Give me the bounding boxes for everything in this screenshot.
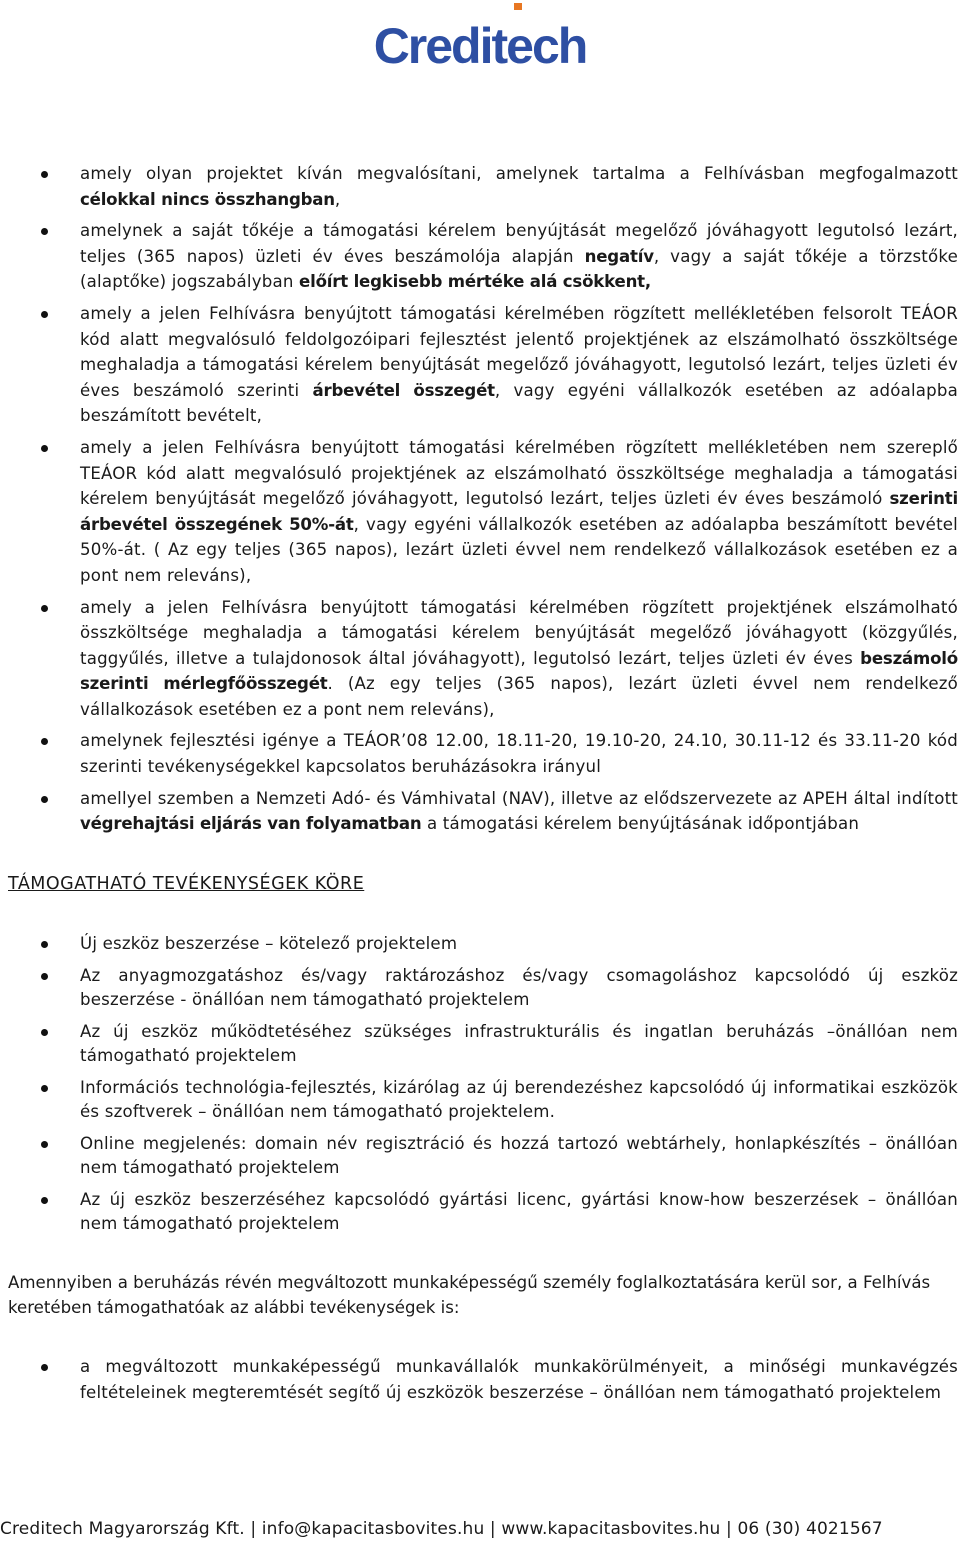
bullet-icon (41, 605, 48, 612)
eligible-activities-list (0, 932, 960, 1236)
list-item (0, 786, 960, 837)
creditech-logo (0, 0, 960, 70)
logo-graphic (350, 0, 610, 70)
bullet-icon (41, 941, 48, 948)
bullet-icon (41, 1141, 48, 1148)
list-item-text: Az új eszköz beszerzéséhez kapcsolódó gyártási licenc, gyártási know-how beszerzések – önállóan nem támogatható projektelem (80, 1190, 958, 1233)
list-item-text: Online megjelenés: domain név regisztráció és hozzá tartozó webtárhely, honlapkészítés – önállóan nem támogatható projektelem (80, 1134, 958, 1177)
list-item (0, 301, 960, 429)
bullet-icon (41, 973, 48, 980)
list-item-text: Új eszköz beszerzése – kötelező projektelem (80, 934, 458, 953)
bullet-icon (41, 228, 48, 235)
list-item-text: amellyel szemben a Nemzeti Adó- és Vámhivatal (NAV), illetve az elődszervezete az APEH által indított végrehajtási eljárás van folyamatban a támogatási kérelem benyújtásának időpontjában (80, 788, 958, 834)
bullet-icon (41, 171, 48, 178)
list-item (0, 1132, 960, 1180)
logo-text: Creditech (373, 18, 587, 70)
list-item-text: amelynek a saját tőkéje a támogatási kérelem benyújtását megelőző jóváhagyott legutolsó lezárt, teljes (365 napos) üzleti év éves beszámolója alapján negatív, vagy a saját tőkéje a törzstőke (alaptőke) jogszabályban előírt legkisebb mértéke alá csökkent, (80, 221, 958, 292)
list-item-text: amely a jelen Felhívásra benyújtott támogatási kérelmében rögzített projektjének elszámolható összköltsége meghaladja a támogatási kérelem benyújtását megelőző jóváhagyott (közgyűlés, taggyűlés, illetve a tulajdonosok által jóváhagyott), legutolsó lezárt, teljes üzleti év éves beszámoló szerinti mérlegfőösszegét. (Az egy teljes (365 napos), lezárt üzleti évvel nem rendelkező vállalkozások esetében ez a pont nem releváns), (80, 597, 959, 719)
list-item-text: Az új eszköz működtetéséhez szükséges infrastrukturális és ingatlan beruházás –önállóan nem támogatható projektelem (80, 1022, 958, 1065)
bullet-icon (41, 1197, 48, 1204)
section-heading: TÁMOGATHATÓ TEVÉKENYSÉGEK KÖRE (8, 874, 365, 894)
list-item-text: amely a jelen Felhívásra benyújtott támogatási kérelmében rögzített mellékletében felsorolt TEÁOR kód alatt megvalósuló feldolgozóipari fejlesztést jelentő projektjének az elszámolható összköltsége meghaladja a támogatási kérelem benyújtását megelőző jóváhagyott, legutolsó lezárt, teljes üzleti év éves beszámoló szerinti árbevétel összegét, vagy egyéni vállalkozók esetében az adóalapba beszámított bevételt, (80, 303, 958, 426)
bullet-icon (41, 311, 48, 318)
list-item (0, 161, 960, 212)
list-item (0, 1188, 960, 1236)
bullet-icon (41, 1029, 48, 1036)
bullet-icon (41, 445, 48, 452)
list-item-text: Információs technológia-fejlesztés, kizárólag az új berendezéshez kapcsolódó új informatikai eszközök és szoftverek – önállóan nem támogatható projektelem. (80, 1078, 958, 1121)
bullet-icon (41, 1364, 48, 1371)
page-footer: Creditech Magyarország Kft. | info@kapacitasbovites.hu | www.kapacitasbovites.hu | 06 (30) 4021567 (0, 1519, 883, 1539)
list-item (0, 435, 960, 589)
list-item (0, 1354, 960, 1405)
list-item (0, 1020, 960, 1068)
exclusion-list (0, 161, 960, 837)
list-item (0, 1076, 960, 1124)
list-item (0, 932, 960, 956)
body-paragraph: Amennyiben a beruházás révén megváltozott munkaképességű személy foglalkoztatására kerül sor, a Felhívás keretében támogathatóak az alábbi tevékenységek is: (8, 1273, 931, 1317)
logo-accent-dot (514, 3, 522, 10)
list-item (0, 728, 960, 779)
bullet-icon (41, 796, 48, 803)
list-item (0, 964, 960, 1012)
list-item-text: amely a jelen Felhívásra benyújtott támogatási kérelmében rögzített mellékletében nem szereplő TEÁOR kód alatt megvalósuló projektjének az elszámolható összköltsége meghaladja a támogatási kérelem benyújtását megelőző jóváhagyott, legutolsó lezárt, teljes üzleti év éves beszámoló szerinti árbevétel összegének 50%-át, vagy egyéni vállalkozók esetében az adóalapba beszámított bevétel 50%-át. ( Az egy teljes (365 napos), lezárt üzleti évvel nem rendelkező vállalkozások esetében ez a pont nem releváns), (80, 437, 958, 585)
list-item (0, 218, 960, 295)
bullet-icon (41, 1085, 48, 1092)
list-item-text: Az anyagmozgatáshoz és/vagy raktározáshoz és/vagy csomagoláshoz kapcsolódó új eszköz beszerzése - önállóan nem támogatható projektelem (80, 966, 958, 1009)
list-item-text: amelynek fejlesztési igénye a TEÁOR’08 12.00, 18.11-20, 19.10-20, 24.10, 30.11-12 és 33.11-20 kód szerinti tevékenységekkel kapcsolatos beruházásokra irányul (80, 731, 958, 777)
list-item-text: amely olyan projektet kíván megvalósítani, amelynek tartalma a Felhívásban megfogalmazott célokkal nincs összhangban, (80, 164, 958, 209)
list-item (0, 595, 960, 723)
additional-activities-list (0, 1354, 960, 1405)
list-item-text: a megváltozott munkaképességű munkavállalók munkakörülményeit, a minőségi munkavégzés feltételeinek megteremtését segítő új eszközök beszerzése – önállóan nem támogatható projektelem (80, 1357, 958, 1402)
bullet-icon (41, 738, 48, 745)
